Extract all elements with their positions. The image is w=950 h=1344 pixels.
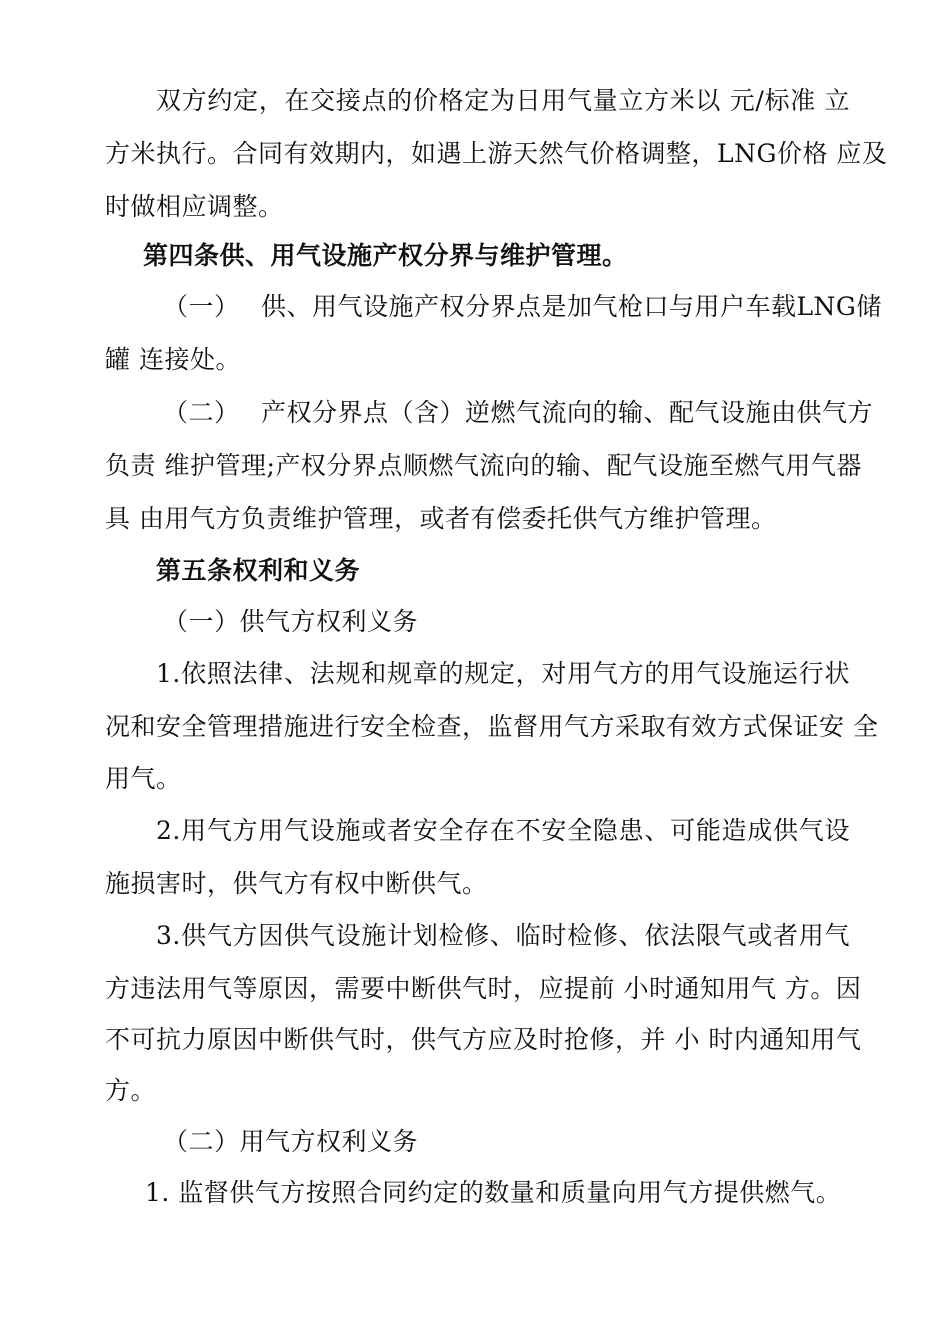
supplier-item-1-line-3: 用气。 <box>105 764 182 793</box>
paragraph-price-line-2: 方米执行。合同有效期内，如遇上游天然气价格调整，LNG价格 应及 <box>105 139 888 168</box>
supplier-item-3-line-1: 3.供气方因供气设施计划检修、临时检修、依法限气或者用气 <box>156 921 850 950</box>
user-rights-heading: （二）用气方权利义务 <box>163 1127 419 1156</box>
article-5-heading: 第五条权利和义务 <box>156 556 361 585</box>
paragraph-price-line-1: 双方约定，在交接点的价格定为日用气量立方米以 元/标准 立 <box>156 86 850 115</box>
supplier-item-1-line-1: 1.依照法律、法规和规章的规定，对用气方的用气设施运行状 <box>156 659 850 688</box>
article-4-item-2-line-3: 具 由用气方负责维护管理，或者有偿委托供气方维护管理。 <box>105 504 777 533</box>
supplier-rights-heading: （一）供气方权利义务 <box>163 607 419 636</box>
supplier-item-3-line-2: 方违法用气等原因，需要中断供气时，应提前 小时通知用气 方。因 <box>105 974 862 1003</box>
article-4-item-1-line-1: （一） 供、用气设施产权分界点是加气枪口与用户车载LNG储 <box>163 292 882 321</box>
supplier-item-3-line-3: 不可抗力原因中断供气时，供气方应及时抢修，并 小 时内通知用气 <box>105 1025 862 1054</box>
supplier-item-1-line-2: 况和安全管理措施进行安全检查，监督用气方采取有效方式保证安 全 <box>105 712 879 741</box>
article-4-item-1-line-2: 罐 连接处。 <box>105 345 241 374</box>
article-4-item-2-line-1: （二） 产权分界点（含）逆燃气流向的输、配气设施由供气方 <box>163 398 873 427</box>
supplier-item-2-line-2: 施损害时，供气方有权中断供气。 <box>105 869 488 898</box>
article-4-item-2-line-2: 负责 维护管理;产权分界点顺燃气流向的输、配气设施至燃气用气器 <box>105 451 862 480</box>
article-4-heading: 第四条供、用气设施产权分界与维护管理。 <box>143 241 628 270</box>
supplier-item-2-line-1: 2.用气方用气设施或者安全存在不安全隐患、可能造成供气设 <box>156 816 850 845</box>
supplier-item-3-line-4: 方。 <box>105 1076 157 1105</box>
paragraph-price-line-3: 时做相应调整。 <box>105 192 284 221</box>
user-item-1-line-1: 1. 监督供气方按照合同约定的数量和质量向用气方提供燃气。 <box>145 1178 842 1207</box>
